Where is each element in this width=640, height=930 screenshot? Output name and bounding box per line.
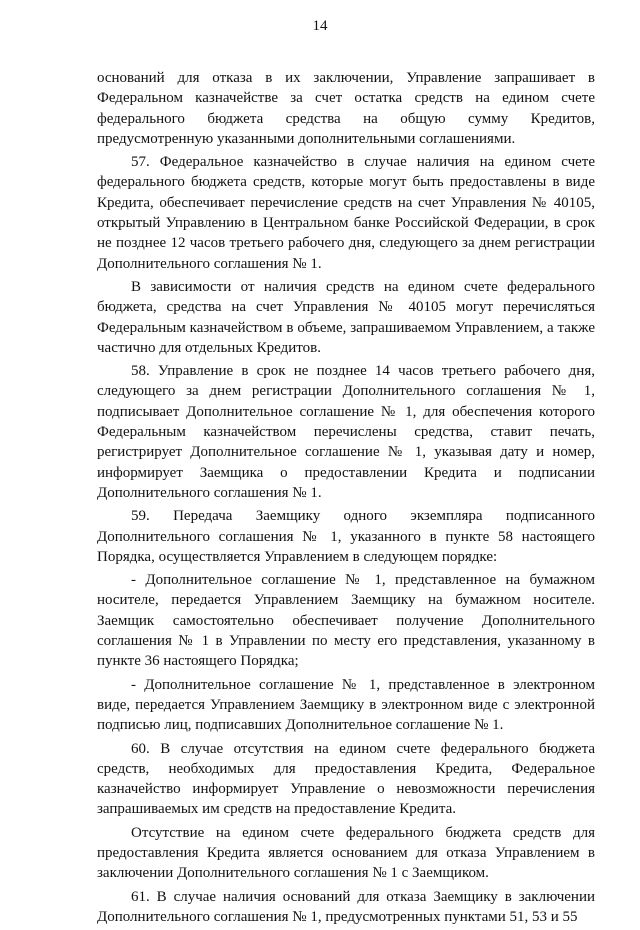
paragraph-58: 58. Управление в срок не позднее 14 часов третьего рабочего дня, следующего за днем регистрации Дополнительного соглашения № 1, подписывает Дополнительное соглашение № 1, для обеспечения которого Федеральным казначейством перечислены средства, ставит печать, регистрирует Дополнительное соглашение № 1, указывая дату и номер, информирует Заемщика о предоставлении Кредита и подписании Дополнительного соглашения № 1.	[97, 363, 595, 501]
paragraph-57: 57. Федеральное казначейство в случае наличия на едином счете федерального бюджета средств, которые могут быть предоставлены в виде Кредита, обеспечивает перечисление средств на счет Управления № 40105, открытый Управлению в Центральном банке Российской Федерации, в срок не позднее 12 часов третьего рабочего дня, следующего за днем регистрации Дополнительного соглашения № 1.	[97, 154, 595, 272]
paragraph-61: 61. В случае наличия оснований для отказа Заемщику в заключении Дополнительного соглашения № 1, предусмотренных пунктами 51, 53 и 55	[97, 888, 595, 925]
paragraph-59: 59. Передача Заемщику одного экземпляра подписанного Дополнительного соглашения № 1, указанного в пункте 58 настоящего Порядка, осуществляется Управлением в следующем порядке:	[97, 508, 595, 565]
document-body	[97, 68, 595, 930]
paragraph-59-electronic-item: - Дополнительное соглашение № 1, представленное в электронном виде, передается Управлением Заемщику в электронном виде с электронной подписью лиц, подписавших Дополнительное соглашение № 1.	[97, 676, 595, 734]
paragraph-continuation: оснований для отказа в их заключении, Управление запрашивает в Федеральном казначействе за счет остатка средств на едином счете федерального бюджета средства на общую сумму Кредитов, предусмотренную указанными дополнительными соглашениями.	[97, 70, 595, 147]
page-number: 14	[312, 18, 328, 34]
paragraph-59-paper-item: - Дополнительное соглашение № 1, представленное на бумажном носителе, передается Управлением Заемщику на бумажном носителе. Заемщик самостоятельно обеспечивает получение Дополнительного соглашения № 1 в Управлении по месту его представления, указанному в пункте 36 настоящего Порядка;	[97, 572, 595, 670]
paragraph-57-note: В зависимости от наличия средств на едином счете федерального бюджета, средства на счет Управления № 40105 могут перечисляться Федеральным казначейством в объеме, запрашиваемом Управлением, а также частично для отдельных Кредитов.	[97, 278, 595, 356]
paragraph-60: 60. В случае отсутствия на едином счете федерального бюджета средств, необходимых для предоставления Кредита, Федеральное казначейство информирует Управление о невозможности перечисления запрашиваемых им средств на предоставление Кредита.	[97, 740, 595, 818]
paragraph-60-note: Отсутствие на едином счете федерального бюджета средств для предоставления Кредита является основанием для отказа Управлением в заключении Дополнительного соглашения № 1 с Заемщиком.	[97, 824, 595, 882]
